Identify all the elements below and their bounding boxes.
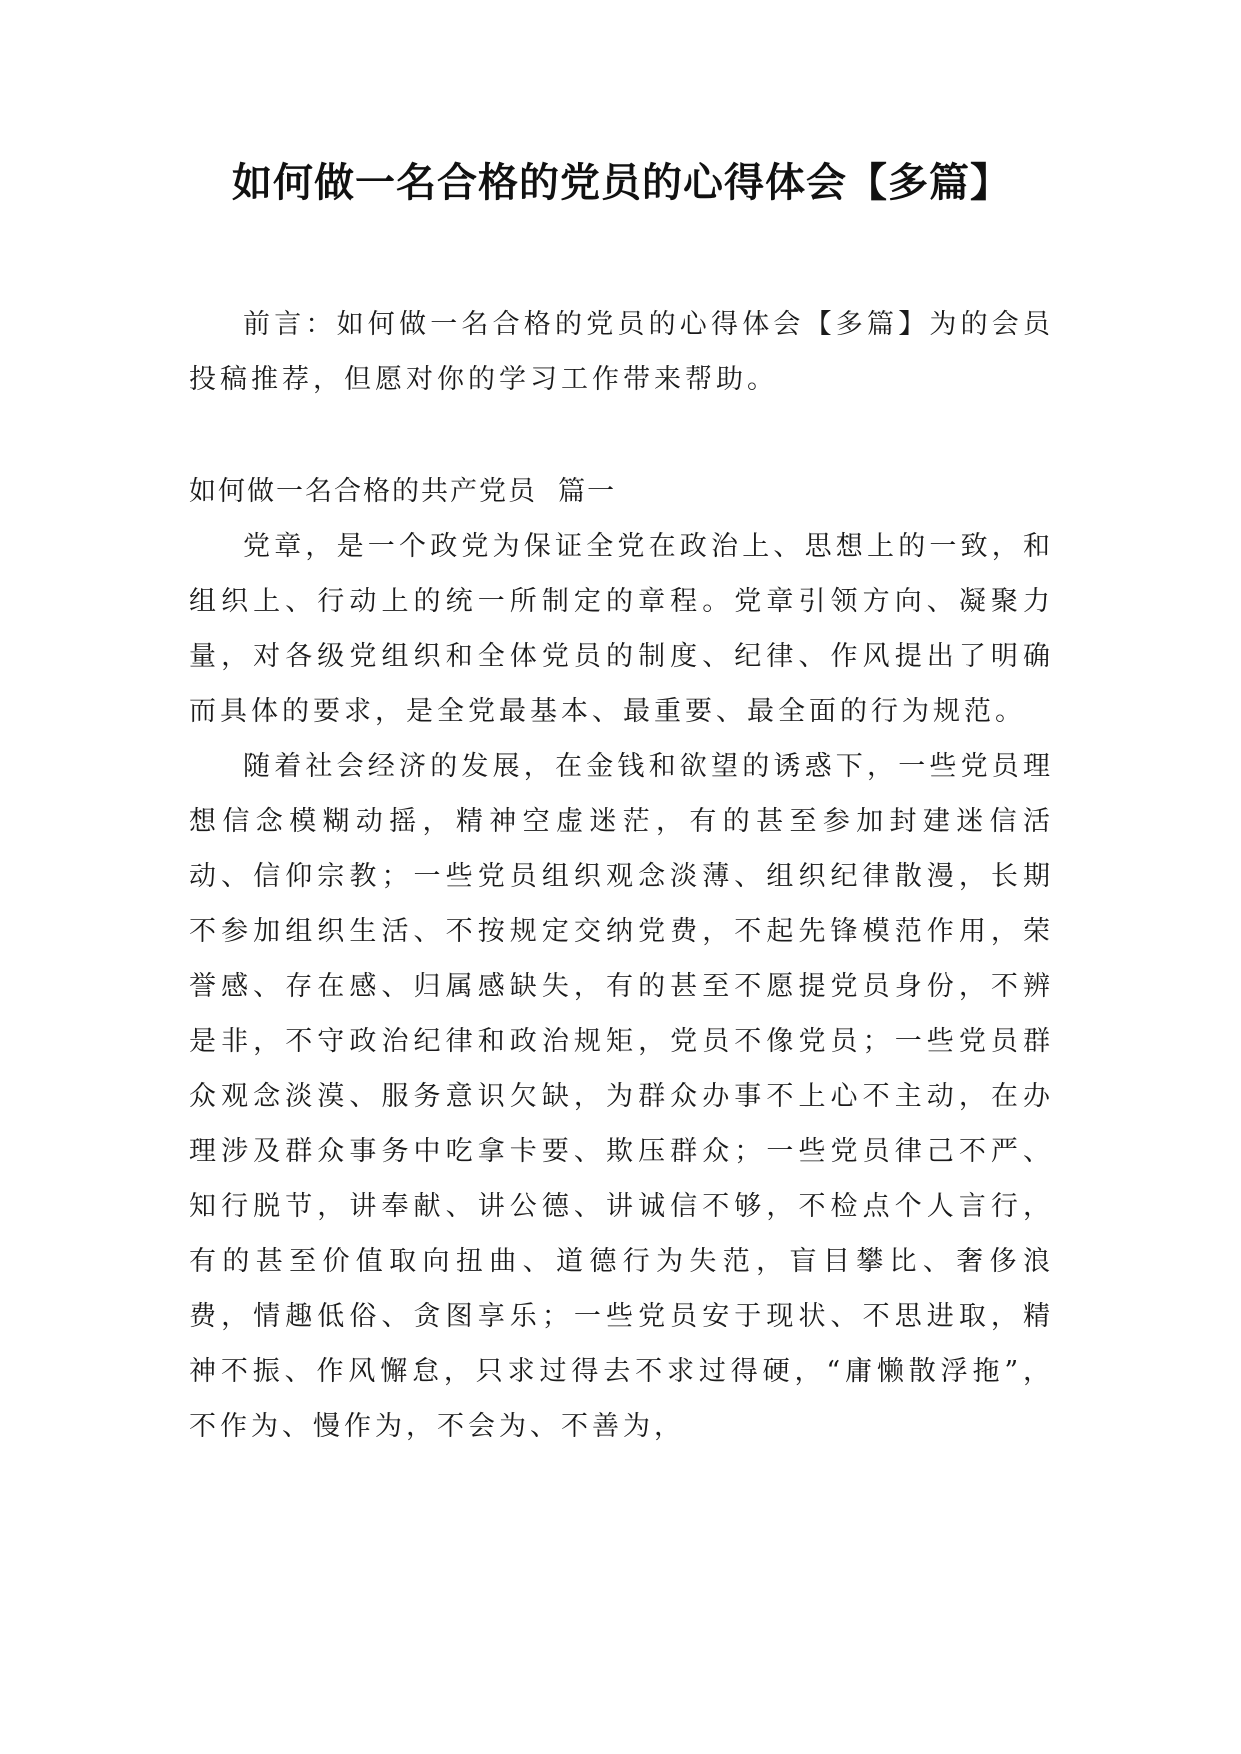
document-title: 如何做一名合格的党员的心得体会【多篇】	[232, 160, 1011, 206]
preface-paragraph: 前言：如何做一名合格的党员的心得体会【多篇】为的会员投稿推荐，但愿对你的学习工作带来帮助。	[189, 309, 1054, 395]
body-paragraph-2: 随着社会经济的发展，在金钱和欲望的诱惑下，一些党员理想信念模糊动摇，精神空虚迷茫，有的甚至参加封建迷信活动、信仰宗教；一些党员组织观念淡薄、组织纪律散漫，长期不参加组织生活、不按规定交纳党费，不起先锋模范作用，荣誉感、存在感、归属感缺失，有的甚至不愿提党员身份，不辨是非，不守政治纪律和政治规矩，党员不像党员；一些党员群众观念淡漠、服务意识欠缺，为群众办事不上心不主动，在办理涉及群众事务中吃拿卡要、欺压群众；一些党员律己不严、知行脱节，讲奉献、讲公德、讲诚信不够，不检点个人言行，有的甚至价值取向扭曲、道德行为失范，盲目攀比、奢侈浪费，情趣低俗、贪图享乐；一些党员安于现状、不思进取，精神不振、作风懈怠，只求过得去不求过得硬，“庸懒散浮拖”，不作为、慢作为，不会为、不善为，	[189, 751, 1054, 1442]
section-heading: 如何做一名合格的共产党员 篇一	[189, 476, 617, 507]
body-paragraph-1: 党章，是一个政党为保证全党在政治上、思想上的一致，和组织上、行动上的统一所制定的章程。党章引领方向、凝聚力量，对各级党组织和全体党员的制度、纪律、作风提出了明确而具体的要求，是全党最基本、最重要、最全面的行为规范。	[189, 531, 1054, 727]
